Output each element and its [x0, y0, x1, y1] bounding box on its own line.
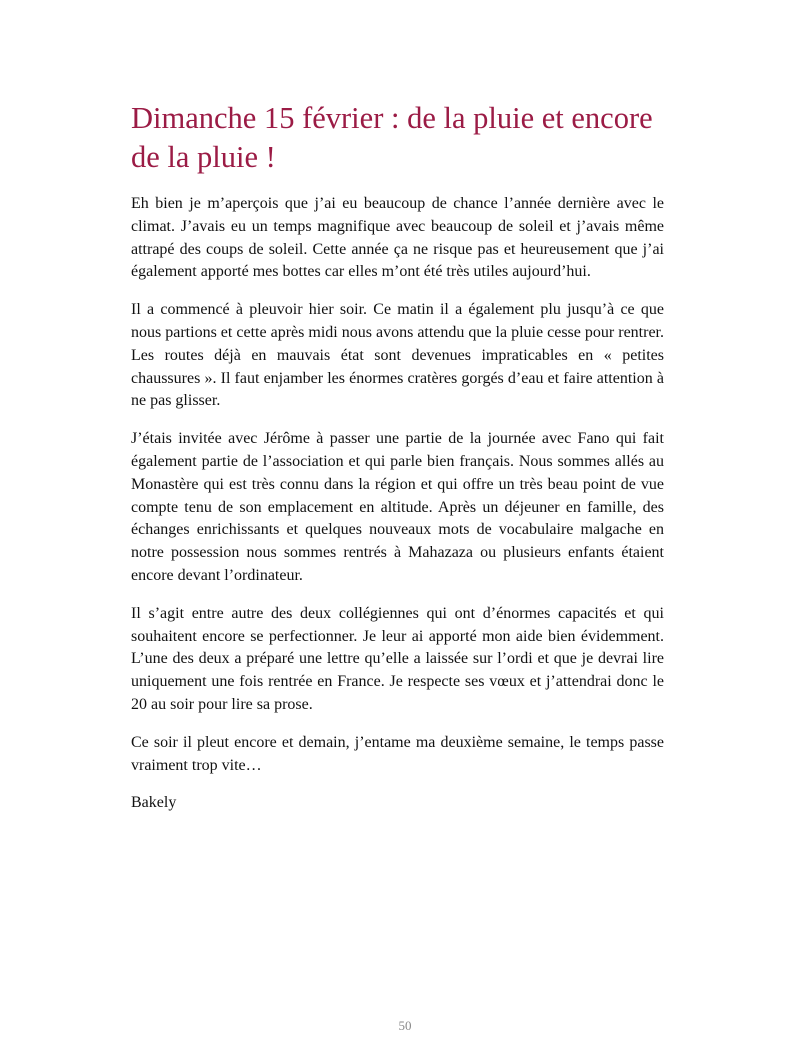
paragraph-4: Il s’agit entre autre des deux collégiennes qui ont d’énormes capacités et qui souhaitent encore se perfectionner. Je leur ai apporté mon aide bien évidemment. L’une des deux a préparé une lettre qu’elle a laissée sur l’ordi et que je devrai lire uniquement une fois rentrée en France. Je respecte ses vœux et j’attendrai donc le 20 au soir pour lire sa prose. [131, 604, 664, 713]
paragraph-2: Il a commencé à pleuvoir hier soir. Ce matin il a également plu jusqu’à ce que nous partions et cette après midi nous avons attendu que la pluie cesse pour rentrer. Les routes déjà en mauvais état sont devenues impraticables en « petites chaussures ». Il faut enjamber les énormes cratères gorgés d’eau et faire attention à ne pas glisser. [131, 301, 664, 410]
signature: Bakely [131, 794, 177, 812]
paragraph-5: Ce soir il pleut encore et demain, j’entame ma deuxième semaine, le temps passe vraiment trop vite… [131, 733, 664, 774]
paragraph-1: Eh bien je m’aperçois que j’ai eu beaucoup de chance l’année dernière avec le climat. J’avais eu un temps magnifique avec beaucoup de soleil et j’avais même attrapé des coups de soleil. Cette année ça ne risque pas et heureusement que j’ai également apporté mes bottes car elles m’ont été très utiles aujourd’hui. [131, 195, 664, 281]
paragraph-3: J’étais invitée avec Jérôme à passer une partie de la journée avec Fano qui fait également partie de l’association et qui parle bien français. Nous sommes allés au Monastère qui est très connu dans la région et qui offre un très beau point de vue compte tenu de son emplacement en altitude. Après un déjeuner en famille, des échanges enrichissants et quelques nouveaux mots de vocabulaire malgache en notre possession nous sommes rentrés à Mahazaza ou plusieurs enfants étaient encore devant l’ordinateur. [131, 430, 664, 584]
page-title: Dimanche 15 février : de la pluie et encore de la pluie ! [131, 101, 653, 174]
page-number: 50 [398, 1018, 412, 1033]
article-body [131, 193, 664, 815]
